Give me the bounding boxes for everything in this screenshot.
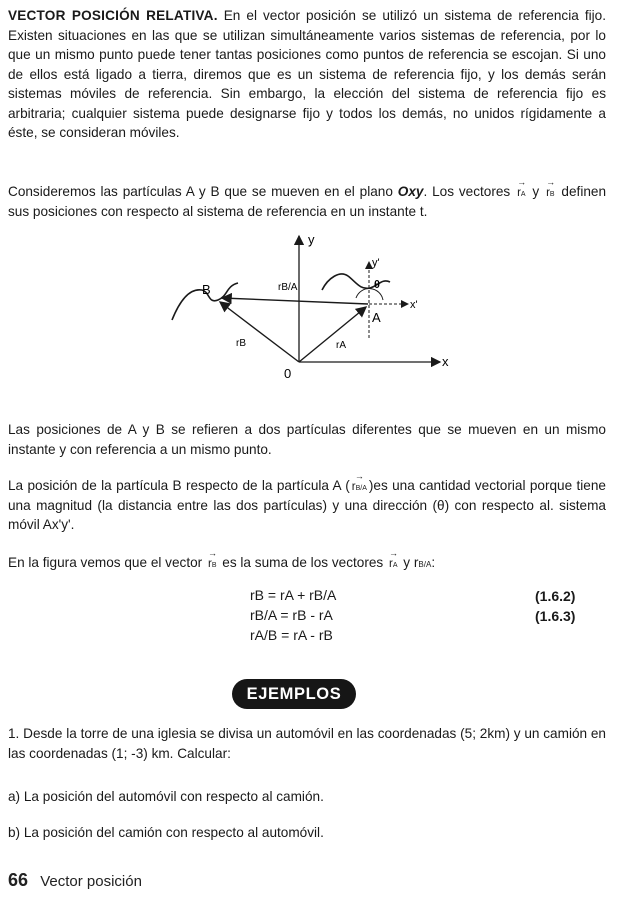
para5-text-b: es la suma de los vectores [222, 555, 384, 570]
equation-2-rhs: = rB - rA [280, 607, 333, 623]
x-axis-label: x [442, 354, 449, 369]
para5-text-c: y r [403, 555, 419, 570]
para2-text-c: definen sus posiciones con respecto al sistema de referencia en un instante t. [8, 184, 607, 219]
vector-rb-inline: → rB [208, 555, 217, 571]
vector-rba-label: rB/A [278, 282, 298, 293]
angle-label: θ [374, 279, 380, 291]
point-b-label: B [202, 282, 211, 297]
relative-position-figure [150, 228, 470, 388]
para2-text-b: . Los vectores [423, 184, 511, 199]
example-1-part-a: a) La posición del automóvil con respecto al camión. [8, 789, 324, 804]
vector-rba-arrow [222, 298, 368, 304]
equations-block [0, 587, 638, 647]
equation-1-rhs: = rA + rB/A [267, 587, 337, 603]
equation-3-lhs: rA/B [250, 627, 278, 643]
point-a-label: A [372, 310, 381, 325]
positions-paragraph: Las posiciones de A y B se refieren a dos partículas diferentes que se mueven en un mismo instante y con referencia a un mismo punto. [8, 422, 606, 457]
footer-section: Vector posición [40, 873, 142, 890]
origin-label: 0 [284, 366, 292, 381]
plane-name: Oxy [397, 184, 424, 199]
para5-colon: : [431, 555, 436, 570]
para5-sub-ba: B/A [418, 560, 432, 569]
para2-text-a: Consideremos las partículas A y B que se mueven en el plano [8, 184, 393, 199]
example-1-part-b: b) La posición del camión con respecto al automóvil. [8, 825, 324, 840]
vector-ra-inline: → rA [389, 555, 398, 571]
equation-3 [250, 627, 333, 643]
sum-paragraph [8, 553, 606, 575]
vector-ra-label: rA [336, 340, 346, 351]
para2-and: y [532, 184, 540, 199]
section-heading: VECTOR POSICIÓN RELATIVA. [8, 8, 218, 23]
equation-1 [250, 587, 336, 603]
equation-2-lhs: rB/A [250, 607, 277, 623]
intro-paragraph [8, 6, 606, 143]
example-1-text: 1. Desde la torre de una iglesia se divisa un automóvil en las coordenadas (5; 2km) y un camión en las coordenadas (1; -3) km. Calcular: [8, 726, 606, 761]
examples-badge: EJEMPLOS [232, 679, 356, 709]
particles-paragraph [8, 182, 606, 221]
equation-1-number: (1.6.2) [535, 588, 576, 604]
para4-text-b: )es una cantidad vectorial porque tiene una magnitud (la distancia entre las dos partículas) y una dirección (θ) con respecto al. sistema móvil Ax'y'. [8, 478, 606, 532]
vector-rba-inline: → rB/A [352, 478, 367, 494]
intro-text: En el vector posición se utilizó un sistema de referencia fijo. Existen situaciones en las que se utilizan simultáneamente varios sistemas de referencia, por lo que un mismo punto puede tener tantas posiciones como puntos de referencia se escojan. Si uno de ellos está ligado a tierra, diremos que es un sistema de referencia fijo, y los demás serán sistemas móviles de referencia. Sin embargo, la elección del sistema de referencia fijo es arbitraria; cualquier sistema puede designarse fijo y todos los demás, no unidos rígidamente a éste, se consideran móviles. [8, 8, 606, 140]
vector-rb-arrow [220, 302, 299, 362]
equation-2 [250, 607, 333, 623]
equation-3-rhs: = rA - rB [281, 627, 333, 643]
x-prime-label: x' [410, 299, 418, 311]
equation-1-lhs: rB [250, 587, 264, 603]
vector-rb-label: rB [236, 338, 246, 349]
vector-ra: → rA [517, 184, 526, 200]
vector-ra-arrow [299, 307, 366, 362]
page-footer [8, 870, 142, 891]
y-axis-label: y [308, 232, 315, 247]
para5-text-a: En la figura vemos que el vector [8, 555, 203, 570]
relative-position-paragraph [8, 476, 606, 535]
page-number: 66 [8, 870, 29, 890]
para4-text-a: La posición de la partícula B respecto de la partícula A ( [8, 478, 350, 493]
y-prime-label: y' [372, 257, 380, 269]
vector-rb: → rB [546, 184, 555, 200]
equation-2-number: (1.6.3) [535, 608, 576, 624]
